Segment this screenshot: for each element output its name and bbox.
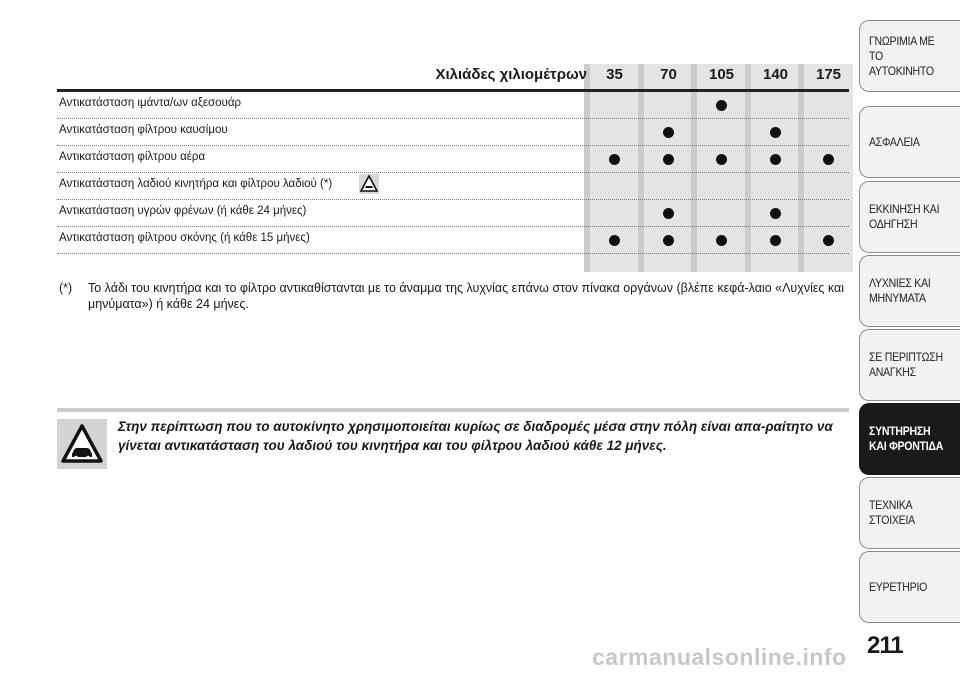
- maintenance-mark: [770, 235, 781, 246]
- page-number: 211: [867, 632, 903, 659]
- table-row: [57, 200, 849, 227]
- chapter-tab[interactable]: [859, 255, 960, 327]
- maintenance-mark: [663, 154, 674, 165]
- chapter-tab-label: ΓΝΩΡΙΜΙΑ ΜΕ ΤΟ ΑΥΤΟΚΙΝΗΤΟ: [869, 33, 935, 78]
- maintenance-mark: [609, 235, 620, 246]
- chapter-tab[interactable]: [859, 551, 960, 623]
- maintenance-mark: [823, 154, 834, 165]
- row-label: Αντικατάσταση φίλτρου αέρα: [59, 151, 206, 163]
- header-title: Χιλιάδες χιλιομέτρων: [435, 66, 587, 83]
- chapter-tab-label: ΕΥΡΕΤΗΡΙΟ: [869, 579, 928, 594]
- chapter-tab[interactable]: [859, 403, 960, 475]
- maintenance-mark: [770, 208, 781, 219]
- table-row: [57, 227, 849, 254]
- km-header: 175: [815, 66, 842, 83]
- maintenance-mark: [716, 154, 727, 165]
- warning-text: Στην περίπτωση που το αυτοκίνητο χρησιμοποιείται κυρίως σε διαδρομές μέσα στην πόλη είναι απα-ραίτητο να γίνεται αντικατάσταση του λαδιού του κινητήρα και του φίλτρου λαδιού κάθε 12 μήνες.: [118, 419, 833, 453]
- table-row: [57, 146, 849, 173]
- maintenance-mark: [609, 154, 620, 165]
- chapter-tab-label: ΛΥΧΝΙΕΣ ΚΑΙ ΜΗΝΥΜΑΤΑ: [869, 276, 931, 305]
- warning-rule: [57, 408, 849, 412]
- km-header: 70: [660, 66, 677, 83]
- maintenance-mark: [663, 235, 674, 246]
- table-row: [57, 119, 849, 146]
- maintenance-mark: [663, 208, 674, 219]
- chapter-tab-label: ΕΚΚΙΝΗΣΗ ΚΑΙ ΟΔΗΓΗΣΗ: [869, 202, 940, 231]
- chapter-tab-label: ΤΕΧΝΙΚΑ ΣΤΟΙΧΕΙΑ: [869, 498, 915, 527]
- km-header: 105: [708, 66, 735, 83]
- maintenance-mark: [716, 100, 727, 111]
- chapter-tab-label: ΑΣΦΑΛΕΙΑ: [869, 134, 920, 149]
- chapter-tab-label: ΣΥΝΤΗΡΗΣΗ ΚΑΙ ΦΡΟΝΤΙΔΑ: [869, 424, 944, 453]
- maintenance-table: [57, 64, 849, 272]
- maintenance-mark: [716, 235, 727, 246]
- maintenance-mark: [663, 127, 674, 138]
- row-rule: [57, 253, 849, 254]
- row-label: Αντικατάσταση ιμάντα/ων αξεσουάρ: [59, 97, 242, 109]
- maintenance-mark: [770, 154, 781, 165]
- row-label: Αντικατάσταση φίλτρου σκόνης (ή κάθε 15 μήνες): [59, 232, 310, 244]
- row-label: Αντικατάσταση υγρών φρένων (ή κάθε 24 μήνες): [59, 205, 307, 217]
- maintenance-mark: [823, 235, 834, 246]
- footnote-text: Το λάδι του κινητήρα και το φίλτρο αντικαθίστανται με το άναμμα της λυχνίας επάνω στον πίνακα οργάνων (βλέπε κεφά-λαιο «Λυχνίες και μηνύματα») ή κάθε 24 μήνες.: [88, 281, 845, 311]
- chapter-tab[interactable]: [859, 20, 960, 92]
- watermark: carmanualsonline.info: [592, 644, 847, 670]
- chapter-tabs: [859, 20, 960, 640]
- row-label: Αντικατάσταση λαδιού κινητήρα και φίλτρου λαδιού (*): [59, 178, 333, 190]
- km-header: 35: [606, 66, 623, 83]
- km-header: 140: [762, 66, 789, 83]
- chapter-tab[interactable]: [859, 106, 960, 178]
- oil-warning-icon: [359, 174, 379, 194]
- table-row: [57, 173, 849, 200]
- maintenance-mark: [770, 127, 781, 138]
- row-label: Αντικατάσταση φίλτρου καυσίμου: [59, 124, 228, 136]
- table-row: [57, 92, 849, 119]
- chapter-tab[interactable]: [859, 329, 960, 401]
- chapter-tab-label: ΣΕ ΠΕΡΙΠΤΩΣΗ ΑΝΑΓΚΗΣ: [869, 350, 943, 379]
- chapter-tab[interactable]: [859, 181, 960, 253]
- car-warning-icon: [57, 419, 107, 469]
- footnote-mark: (*): [59, 281, 73, 295]
- chapter-tab[interactable]: [859, 477, 960, 549]
- table-header: [57, 64, 849, 88]
